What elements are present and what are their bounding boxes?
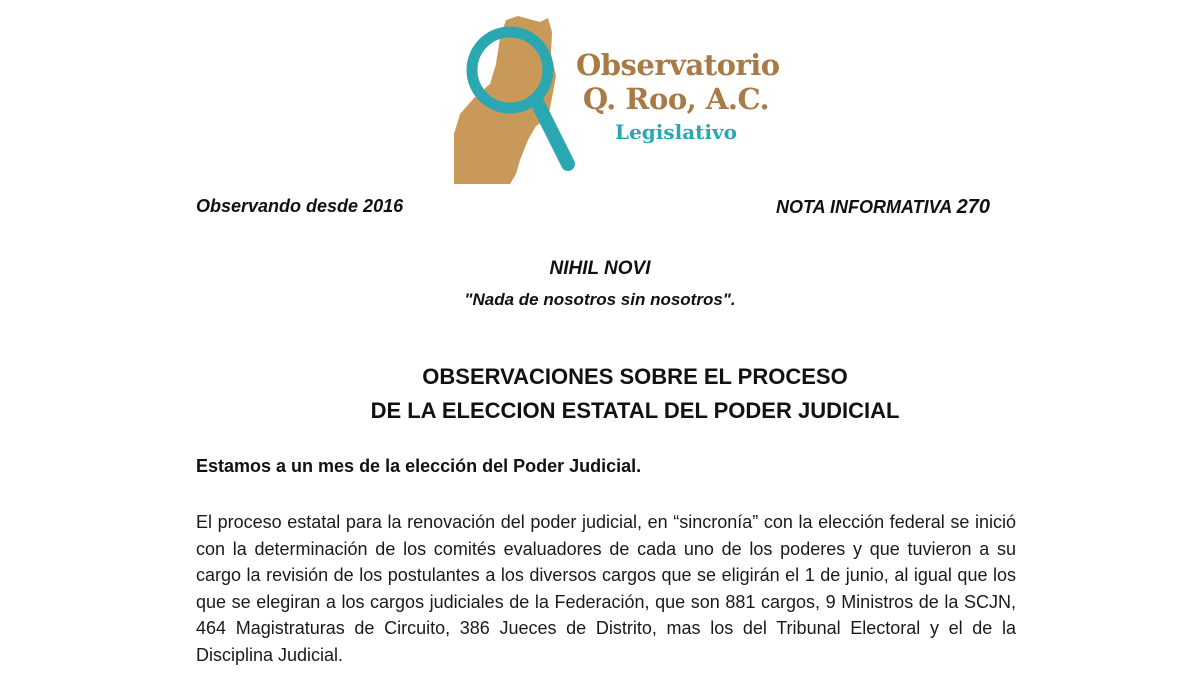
logo-subtitle: Legislativo <box>615 120 737 144</box>
motto-title: NIHIL NOVI <box>549 258 651 279</box>
note-label-text: NOTA INFORMATIVA <box>776 197 952 217</box>
body-paragraph: El proceso estatal para la renovación del poder judicial, en “sincronía” con la elección federal se inició con la determinación de los comités evaluadores de cada uno de los poderes y que tuvieron a su cargo la revisión de los postulantes a los diversos cargos que se eligirán el 1 de junio, al igual que los que se elegiran a los cargos judiciales de la Federación, que son 881 cargos, 9 Ministros de la SCJN, 464 Magistraturas de Circuito, 386 Jueces de Distrito, mas los del Tribunal Electoral y el de la Disciplina Judicial. <box>196 512 1016 665</box>
lead-sentence: Estamos a un mes de la elección del Poder Judicial. <box>196 456 642 476</box>
document-title-line2: DE LA ELECCION ESTATAL DEL PODER JUDICIAL <box>370 398 900 423</box>
logo-title-line1: Observatorio <box>576 48 780 82</box>
since-label: Observando desde 2016 <box>196 196 404 216</box>
logo-title-line2: Q. Roo, A.C. <box>582 82 770 116</box>
motto-quote: "Nada de nosotros sin nosotros". <box>464 290 736 309</box>
lens-handle <box>536 100 568 164</box>
logo-title <box>576 48 780 116</box>
logo <box>448 14 788 186</box>
document-title-line1: OBSERVACIONES SOBRE EL PROCESO <box>422 364 848 389</box>
magnifier-over-map-icon <box>448 14 588 186</box>
note-label <box>776 196 990 219</box>
document-title <box>0 360 1200 428</box>
note-number: 270 <box>956 196 991 218</box>
